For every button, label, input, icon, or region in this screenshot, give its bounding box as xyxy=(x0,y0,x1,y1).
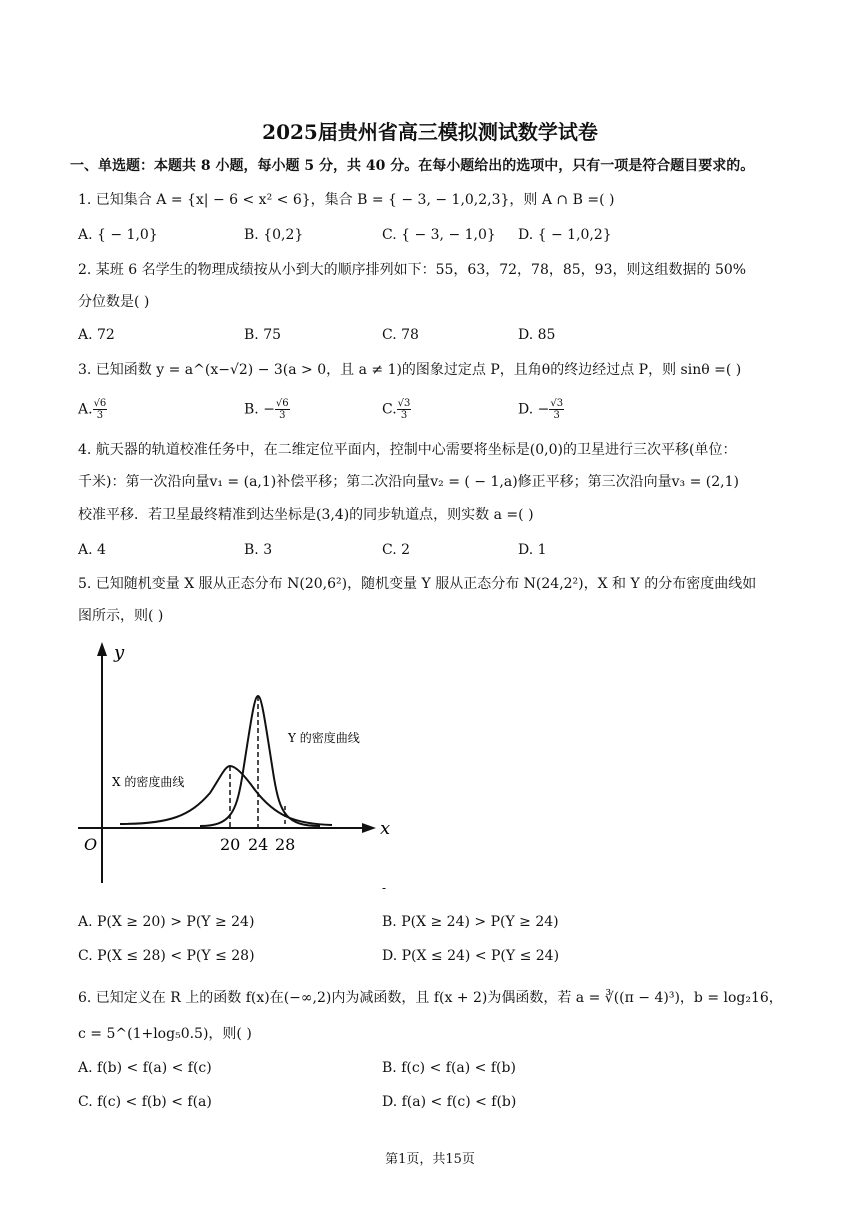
q3-b-numerator: √6 xyxy=(275,398,289,409)
q2-option-b[interactable]: B. 75 xyxy=(244,327,282,343)
q3-option-b[interactable] xyxy=(244,398,290,421)
section-prefix: 一、单选题：本题共 xyxy=(70,158,196,174)
q3-c-fraction xyxy=(397,398,412,421)
y-curve-label: Y 的密度曲线 xyxy=(288,731,360,745)
section-count: 8 xyxy=(200,158,211,174)
q2-stem-line1: 2. 某班 6 名学生的物理成绩按从小到大的顺序排列如下：55，63，72，78，85，93，则这组数据的 50% xyxy=(78,262,747,278)
q3-b-label: B. − xyxy=(244,401,275,418)
page-footer: 第1页，共15页 xyxy=(385,1152,475,1167)
q1-stem: 1. 已知集合 A = {x| − 6 < x² < 6}，集合 B = { − 3, − 1,0,2,3}，则 A ∩ B =( ) xyxy=(78,192,615,208)
y-axis-label: y xyxy=(114,642,125,663)
tick-label-24: 24 xyxy=(248,835,269,854)
y-density-curve xyxy=(200,696,320,826)
q6-stem-line1: 6. 已知定义在 R 上的函数 f(x)在(−∞,2)内为减函数，且 f(x + 2)为偶函数，若 a = ∛((π − 4)³)，b = log₂16， xyxy=(78,990,783,1006)
q3-b-denominator: 3 xyxy=(279,410,286,421)
q3-c-label: C. xyxy=(382,401,397,418)
q3-d-label: D. − xyxy=(518,401,550,418)
q3-d-numerator: √3 xyxy=(550,398,564,409)
q6-stem-line2: c = 5^(1+log₅0.5)，则( ) xyxy=(78,1026,252,1042)
q5-option-b[interactable]: B. P(X ≥ 24) > P(Y ≥ 24) xyxy=(382,914,559,930)
q3-a-label: A. xyxy=(78,401,93,418)
q1-option-a[interactable]: A. { − 1,0} xyxy=(78,227,158,243)
q5-option-a[interactable]: A. P(X ≥ 20) > P(Y ≥ 24) xyxy=(78,914,255,930)
q3-d-fraction xyxy=(549,398,564,421)
q3-a-fraction xyxy=(93,398,108,421)
section-points: 5 xyxy=(304,158,315,174)
q1-option-c[interactable]: C. { − 3, − 1,0} xyxy=(382,227,496,243)
normal-distribution-figure xyxy=(70,638,400,898)
q3-option-d[interactable] xyxy=(518,398,564,421)
q3-a-numerator: √6 xyxy=(93,398,107,409)
section-suffix: 分。在每小题给出的选项中，只有一项是符合题目要求的。 xyxy=(390,158,755,174)
section-mid1: 小题，每小题 xyxy=(215,158,300,174)
q1-option-d[interactable]: D. { − 1,0,2} xyxy=(518,227,612,243)
q5-stem-line2: 图所示，则( ) xyxy=(78,608,164,624)
q3-stem: 3. 已知函数 y = a^(x−√2) − 3(a > 0，且 a ≠ 1)的图象过定点 P，且角θ的终边经过点 P，则 sinθ =( ) xyxy=(78,362,742,378)
y-axis-arrow xyxy=(97,642,107,656)
q2-option-a[interactable]: A. 72 xyxy=(78,327,115,343)
tick-label-28: 28 xyxy=(275,835,296,854)
q3-option-a[interactable] xyxy=(78,398,107,421)
q5-option-c[interactable]: C. P(X ≤ 28) < P(Y ≤ 28) xyxy=(78,948,255,964)
origin-label: O xyxy=(84,835,98,854)
q6-option-b[interactable]: B. f(c) < f(a) < f(b) xyxy=(382,1060,516,1076)
stray-mark: - xyxy=(382,881,387,895)
q4-option-d[interactable]: D. 1 xyxy=(518,542,547,558)
q4-stem-line2: 千米)：第一次沿向量v₁ = (a,1)补偿平移；第二次沿向量v₂ = ( − 1,a)修正平移；第三次沿向量v₃ = (2,1) xyxy=(78,474,739,490)
x-axis-label: x xyxy=(380,818,391,839)
q3-c-numerator: √3 xyxy=(397,398,411,409)
x-axis-arrow xyxy=(362,823,376,833)
q4-stem-line1: 4. 航天器的轨道校准任务中，在二维定位平面内，控制中心需要将坐标是(0,0)的卫星进行三次平移(单位： xyxy=(78,442,737,458)
section-total: 40 xyxy=(365,158,386,174)
q3-c-denominator: 3 xyxy=(400,410,408,421)
q4-option-c[interactable]: C. 2 xyxy=(382,542,411,558)
x-curve-label: X 的密度曲线 xyxy=(112,775,185,789)
q3-option-c[interactable] xyxy=(382,398,411,421)
q2-option-d[interactable]: D. 85 xyxy=(518,327,556,343)
section-heading xyxy=(70,156,754,176)
q2-option-c[interactable]: C. 78 xyxy=(382,327,419,343)
page-title: 2025届贵州省高三模拟测试数学试卷 xyxy=(262,120,598,144)
q2-stem-line2: 分位数是( ) xyxy=(78,294,150,310)
q3-a-denominator: 3 xyxy=(96,410,104,421)
q6-option-c[interactable]: C. f(c) < f(b) < f(a) xyxy=(78,1094,212,1110)
q4-option-b[interactable]: B. 3 xyxy=(244,542,273,558)
q6-option-d[interactable]: D. f(a) < f(c) < f(b) xyxy=(382,1094,517,1110)
q5-stem-line1: 5. 已知随机变量 X 服从正态分布 N(20,6²)，随机变量 Y 服从正态分布 N(24,2²)，X 和 Y 的分布密度曲线如 xyxy=(78,576,757,592)
section-mid2: 分，共 xyxy=(319,158,361,174)
q4-stem-line3: 校准平移．若卫星最终精准到达坐标是(3,4)的同步轨道点，则实数 a =( ) xyxy=(78,507,534,523)
q3-d-denominator: 3 xyxy=(553,410,560,421)
q6-option-a[interactable]: A. f(b) < f(a) < f(c) xyxy=(78,1060,212,1076)
q3-b-fraction xyxy=(275,398,290,421)
q4-option-a[interactable]: A. 4 xyxy=(78,542,106,558)
q5-option-d[interactable]: D. P(X ≤ 24) < P(Y ≤ 24) xyxy=(382,948,560,964)
q1-option-b[interactable]: B. {0,2} xyxy=(244,227,304,243)
tick-label-20: 20 xyxy=(220,835,241,854)
